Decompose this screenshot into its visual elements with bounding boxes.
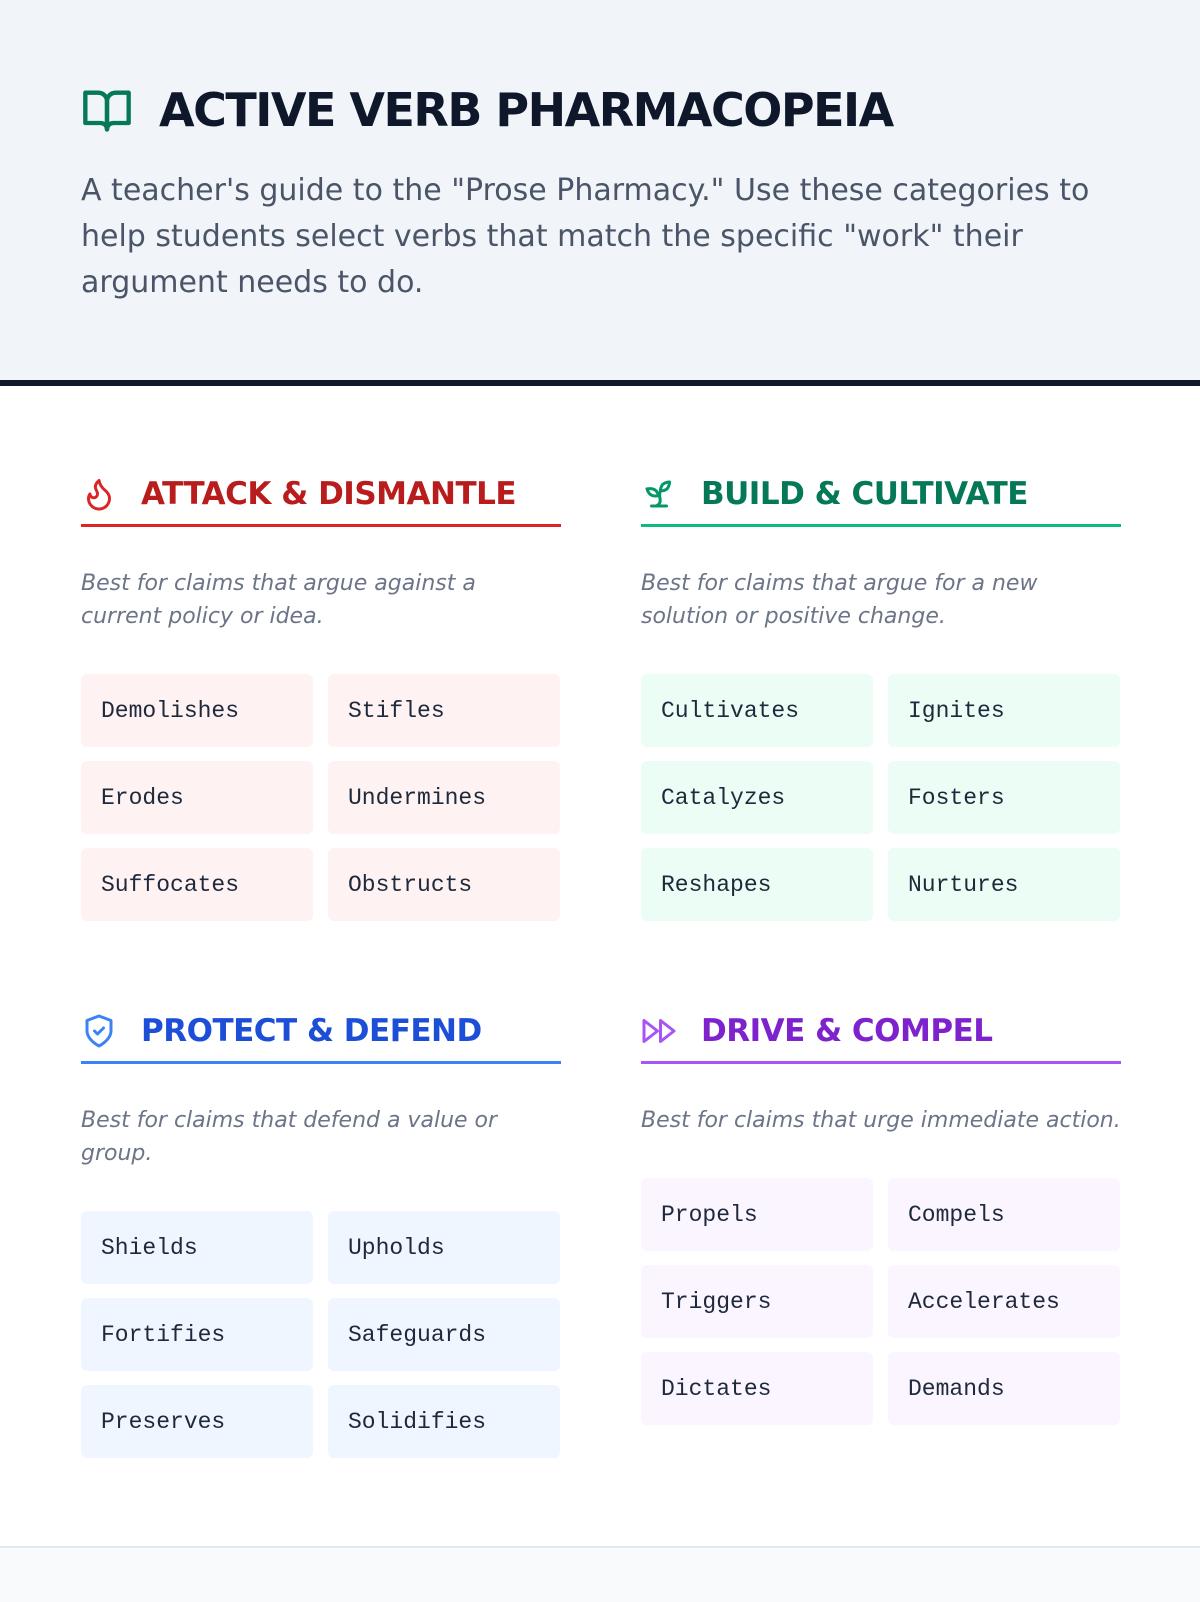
section-title: BUILD & CULTIVATE (701, 476, 1028, 512)
section-drive-compel (641, 1007, 1121, 1425)
verb-chip: Reshapes (641, 848, 873, 921)
verb-chip: Upholds (328, 1211, 560, 1284)
verb-grid (641, 674, 1121, 921)
section-header (641, 1007, 1121, 1064)
verb-chip: Safeguards (328, 1298, 560, 1371)
verb-grid (641, 1178, 1121, 1425)
verb-chip: Catalyzes (641, 761, 873, 834)
section-description: Best for claims that defend a value or group. (81, 1108, 498, 1166)
verb-chip: Undermines (328, 761, 560, 834)
title-row (81, 84, 893, 136)
verb-grid (81, 1211, 561, 1458)
verb-chip: Preserves (81, 1385, 313, 1458)
shield-check-icon (81, 1013, 117, 1049)
section-description: Best for claims that argue against a current policy or idea. (81, 571, 476, 629)
section-protect-defend (81, 1007, 561, 1458)
verb-chip: Erodes (81, 761, 313, 834)
verb-chip: Suffocates (81, 848, 313, 921)
section-attack-dismantle (81, 470, 561, 921)
fast-forward-icon (641, 1013, 677, 1049)
flame-icon (81, 476, 117, 512)
page-footer (0, 1546, 1200, 1602)
verb-chip: Compels (888, 1178, 1120, 1251)
verb-grid (81, 674, 561, 921)
section-build-cultivate (641, 470, 1121, 921)
section-header (81, 470, 561, 527)
verb-chip: Accelerates (888, 1265, 1120, 1338)
verb-chip: Nurtures (888, 848, 1120, 921)
verb-chip: Fortifies (81, 1298, 313, 1371)
verb-chip: Ignites (888, 674, 1120, 747)
section-title: ATTACK & DISMANTLE (141, 476, 517, 512)
section-description: Best for claims that argue for a new solution or positive change. (641, 571, 1038, 629)
verb-chip: Triggers (641, 1265, 873, 1338)
verb-chip: Demolishes (81, 674, 313, 747)
section-header (81, 1007, 561, 1064)
page-subtitle: A teacher's guide to the "Prose Pharmacy." Use these categories to help students select verbs that match the specific "work" their argument needs to do. (81, 173, 1090, 300)
section-header (641, 470, 1121, 527)
verb-chip: Stifles (328, 674, 560, 747)
section-description: Best for claims that urge immediate action. (641, 1108, 1121, 1133)
verb-chip: Shields (81, 1211, 313, 1284)
verb-chip: Fosters (888, 761, 1120, 834)
sprout-icon (641, 476, 677, 512)
open-book-icon (81, 84, 133, 136)
section-title: DRIVE & COMPEL (701, 1013, 993, 1049)
page-header (0, 0, 1200, 386)
verb-chip: Obstructs (328, 848, 560, 921)
section-title: PROTECT & DEFEND (141, 1013, 482, 1049)
verb-chip: Dictates (641, 1352, 873, 1425)
verb-chip: Solidifies (328, 1385, 560, 1458)
verb-chip: Propels (641, 1178, 873, 1251)
page-title: ACTIVE VERB PHARMACOPEIA (159, 83, 893, 137)
verb-chip: Demands (888, 1352, 1120, 1425)
verb-chip: Cultivates (641, 674, 873, 747)
